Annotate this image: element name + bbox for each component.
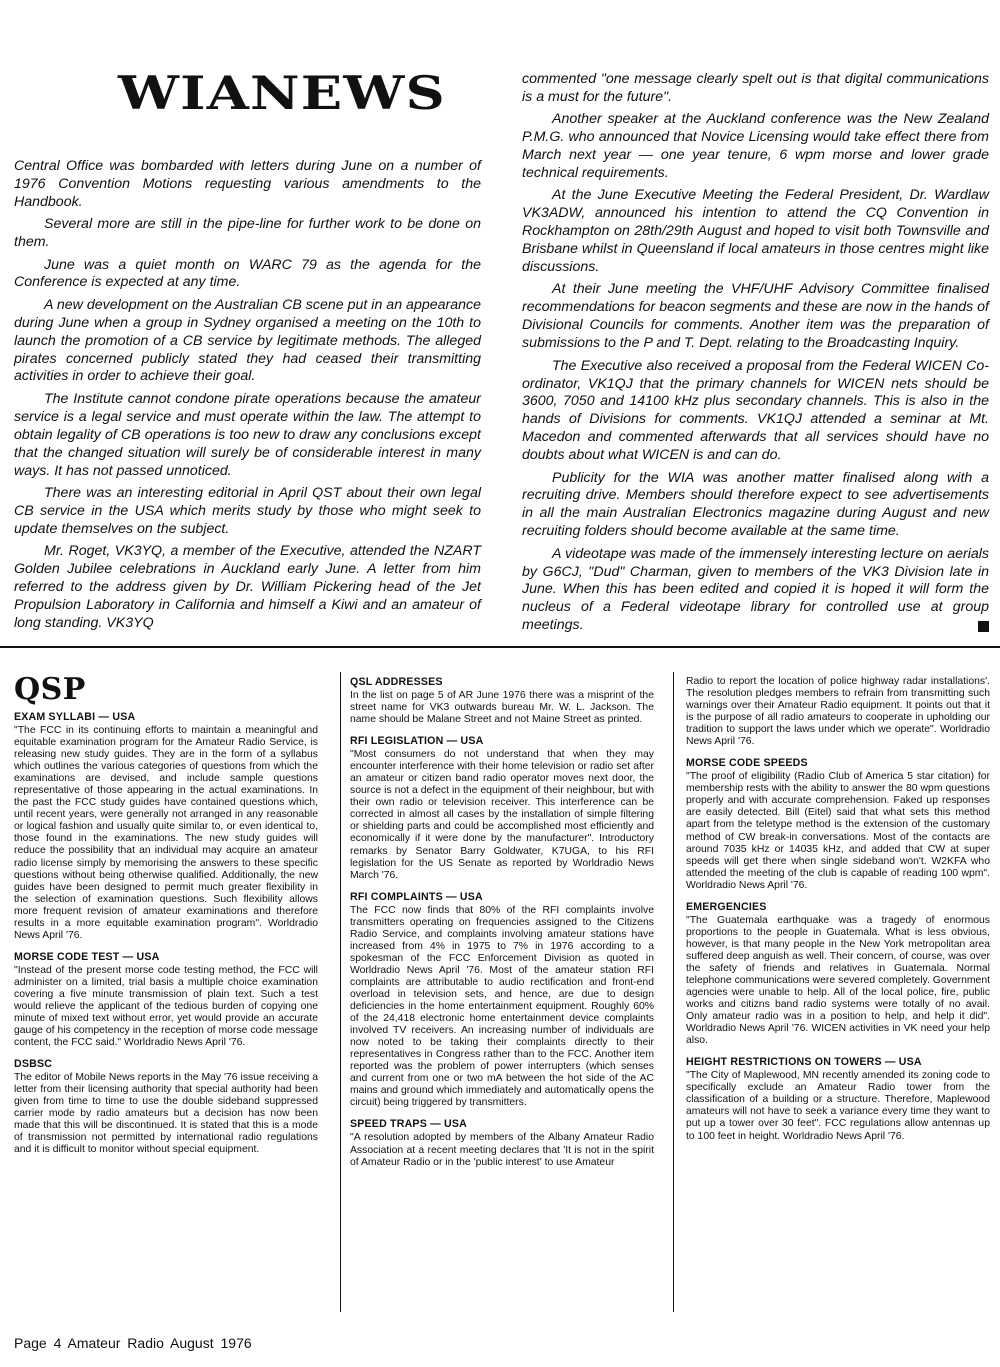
end-of-article-mark: [978, 621, 989, 632]
qsp-column-3: [686, 676, 990, 1152]
publication-name: Amateur Radio: [67, 1335, 164, 1351]
qsp-heading: EMERGENCIES: [686, 900, 767, 913]
news-paragraph: At the June Executive Meeting the Federal President, Dr. Wardlaw VK3ADW, announced his intention to attend the CQ Convention in Rockhampton on 28th/29th August and hoped to visit both Townsville and Brisbane whilst in Queensland if local amateurs in those centres might like discussions.: [522, 187, 989, 276]
qsp-body: "A resolution adopted by members of the Albany Amateur Radio Association at a recent meeting declares that 'It is not in the spirit of Amateur Radio or in the 'public interest' to use Amateur: [350, 1132, 654, 1168]
qsp-body: "Instead of the present morse code testing method, the FCC will administer on a limited, trial basis a multiple choice examination covering a five minute transmission of plain text. Such a test would relieve the applicant of the tedious burden of copying one minute of mixed text without error, yet would provide an accurate gauge of his competency in the reception of morse code message content, the FCC said." Worldradio News April '76.: [14, 964, 318, 1049]
news-paragraph: Publicity for the WIA was another matter finalised along with a recruiting drive. Members should therefore expect to see advertisements in all the main Australian Electronics magazine during August and new recruiting folders should become available at the same time.: [522, 469, 989, 540]
news-paragraph: Mr. Roget, VK3YQ, a member of the Executive, attended the NZART Golden Jubilee celebrations in Auckland early June. A letter from him referred to the address given by Dr. William Pickering head of the Jet Propulsion Laboratory in California and himself a Kiwi and an amateur of long standing. VK3YQ: [14, 543, 481, 631]
news-paragraph: The Executive also received a proposal from the Federal WICEN Co-ordinator, VK1QJ that the primary channels for WICEN nets should be 3600, 7050 and 14100 kHz plus secondary channels. This is also in the hands of Divisions for comments. VK1QJ attended a seminar at Mt. Macedon and commented afterwards that all services should have no doubts about what WICEN is and can do.: [522, 357, 989, 464]
news-paragraph: Another speaker at the Auckland conference was the New Zealand P.M.G. who announced that Novice Licensing would take effect there from March next year — one year tenure, 6 wpm morse and lower grade technical requirements.: [522, 111, 989, 182]
qsp-column-1: [14, 711, 318, 1166]
qsp-body: The FCC now finds that 80% of the RFI complaints involve transmitters operating on frequencies assigned to the Citizens Radio Service, and complaints involving amateur stations have increased from 4% in 1975 to 7% in 1976 according to a spokesman of the FCC Enforcement Division as quoted in Worldradio News April '76. Most of the amateur station RFI complaints are attributable to audio rectification and front-end overload in television sets, and hence, are due to design deficiencies in the home entertainment equipment. Roughly 60% of the 24,418 electronic home entertainment device complaints involved TV receivers. An increasing number of individuals are now noted to be taking their complaints directly to their representatives in Congress rather than to the FCC. Another item reported was the problem of power interrupters (which senses and current from one or two mA between the hot side of the AC mains and ground which immediately and automatically opens the circuit) being triggered by transmitters.: [350, 904, 654, 1109]
wianews-right-column: [522, 71, 989, 640]
qsp-body: "The proof of eligibility (Radio Club of America 5 star citation) for membership rests with the ability to answer the 80 wpm questions properly and with accurate comprehension. Faked up responses are easily detected. Bill (Eitel) said that what sets this method apart from the teletype method is the extension of the customary method of CW break-in conversations. Most of the contacts are around 7035 kHz or 14035 kHz, and added that CW at super speeds will get there when single sideband won't. W2KFA who attended the meeting of the club is capable of reading 100 wpm". Worldradio News April '76.: [686, 771, 990, 891]
qsp-heading: RFI COMPLAINTS — USA: [350, 890, 483, 903]
news-paragraph: At their June meeting the VHF/UHF Advisory Committee finalised recommendations for beacon segments and these are now in the hands of Divisional Councils for comments. Another item was the preparation of submissions to the P and T. Dept. relating to the Broadcasting Inquiry.: [522, 281, 989, 352]
qsp-heading: MORSE CODE SPEEDS: [686, 757, 808, 770]
section-divider: [0, 646, 1000, 648]
qsp-body: "The City of Maplewood, MN recently amended its zoning code to specifically exclude an Amateur Radio tower from the classification of a building or a structure. Therefore, Maplewood amateurs will not have to seek a variance every time they want to put up a tower over 30 feet". FCC regulations allow antennas up to 100 feet in height. Worldradio News April '76.: [686, 1070, 990, 1142]
qsp-body: "The Guatemala earthquake was a tragedy of enormous proportions to the people in Guatemala. What is less obvious, however, is that many people in the New York metropolitan area suffered deep anguish as well. Their concern, of course, was over the safety of friends and relatives in Guatemala. Normal telephone communications were severed completely. Government agencies were unable to help. All of the local police, fire, public works and citizns band radio systems were totally of no avail. Only amateur radio was in a position to help, and help it did". Worldradio News April '76. WICEN activities in VK need your help also.: [686, 914, 990, 1047]
qsp-heading: QSL ADDRESSES: [350, 676, 443, 688]
qsp-column-2: [350, 676, 654, 1178]
qsp-heading: RFI LEGISLATION — USA: [350, 735, 484, 748]
news-paragraph-text: A videotape was made of the immensely interesting lecture on aerials by G6CJ, "Dud" Charman, given to members of the VK3 Division late in June. When this has been edited and copied it is hoped it will form the nucleus of a Federal videotape library for controlled use at group meetings.: [522, 545, 989, 634]
news-paragraph-last: [522, 546, 989, 636]
news-paragraph: commented "one message clearly spelt out is that digital communications is a must for the future".: [522, 71, 989, 105]
qsp-title: QSP: [14, 672, 86, 707]
wianews-left-column: [14, 158, 481, 637]
column-rule: [673, 672, 674, 1312]
qsp-body: The editor of Mobile News reports in the May '76 issue receiving a letter from their licensing authority that special authority had been given from time to time to use the double sideband suppressed carrier mode by radio amateurs but a decision has now been made that this will be discontinued. It is stated that this is a mode of transmission not permitted by international radio regulations and it is difficult to monitor without special equipment.: [14, 1072, 318, 1156]
qsp-body: "The FCC in its continuing efforts to maintain a meaningful and equitable examination program for the Amateur Radio Service, is releasing new study guides. They are in the form of a syllabus which outlines the various categories of questions from which the examinations are devised, and include sample questions representative of those appearing in the actual examinations. In the past the FCC study guides have contained questions which, until recent years, were generally not arranged in any reasonable or logical fashion and usually quite similar to, or even identical to, those found in the examinations. The new study guides will reduce the possibility that an individual may acquire an amateur radio license simply by memorising the answers to these specific questions without being otherwise qualified. Additionally, the new guides have been designed to permit much greater flexibility in the selection of examination questions. Such flexibility allows more frequent revision of amateur examinations and therefore results in a more equitable examination program". Worldradio News April '76.: [14, 725, 318, 941]
qsp-body: In the list on page 5 of AR June 1976 there was a misprint of the street name for VK3 outwards bureau Mr. W. L. Jackson. The name should be Malane Street and not Maine Street as printed.: [350, 690, 654, 726]
issue-date: August 1976: [170, 1335, 252, 1351]
qsp-heading: DSBSC: [14, 1058, 53, 1071]
page-number: Page 4: [14, 1335, 62, 1351]
news-paragraph: A new development on the Australian CB scene put in an appearance during June when a group in Sydney organised a meeting on the 10th to launch the promotion of a CB service by legitimate methods. The alleged pirates concerned publicly stated they had ceased their transmitting activities in order to achieve their goal.: [14, 296, 481, 385]
column-rule: [340, 672, 341, 1312]
news-paragraph: Several more are still in the pipe-line for further work to be done on them.: [14, 216, 481, 251]
qsp-heading: MORSE CODE TEST — USA: [14, 950, 160, 963]
wianews-masthead: WIANEWS: [118, 66, 446, 120]
news-paragraph: Central Office was bombarded with letters during June on a number of 1976 Convention Motions requesting various amendments to the Handbook.: [14, 158, 481, 210]
qsp-body-continued: Radio to report the location of police highway radar installations'. The resolution pledges members to refrain from transmitting such warnings over their Amateur Radio equipment. It points out that it is the purpose of all radio amateurs to cooperate in upholding our tradition to support the laws under which we operate". Worldradio News April '76.: [686, 676, 990, 748]
news-paragraph: There was an interesting editorial in April QST about their own legal CB service in the USA which merits study by those who might seek to update themselves on the subject.: [14, 484, 481, 537]
news-paragraph: The Institute cannot condone pirate operations because the amateur service is a legal service and must operate within the law. The attempt to obtain legality of CB operations is too new to draw any conclusions except that the changed situation will surely be of considerable interest in many ways. It has not passed unnoticed.: [14, 390, 481, 479]
page-footer: [14, 1334, 252, 1352]
qsp-heading: SPEED TRAPS — USA: [350, 1118, 468, 1131]
qsp-body: "Most consumers do not understand that when they may encounter interference with their home television or radio set after an amateur or citizen band radio operator moves next door, the source is not a defect in the equipment of their neighbour, but with their own radio or television receiver. This interference can be corrected in almost all cases by the installation of simple filtering or shielding parts and could be accomplished most efficiently and economically if it were done by the manufacturer". Introductory remarks by Senator Barry Goldwater, K7UGA, to his RFI legislation for the US Senate as reported by Worldradio News March '76.: [350, 749, 654, 881]
news-paragraph: June was a quiet month on WARC 79 as the agenda for the Conference is expected at any time.: [14, 256, 481, 291]
qsp-heading: HEIGHT RESTRICTIONS ON TOWERS — USA: [686, 1056, 922, 1069]
qsp-heading: EXAM SYLLABI — USA: [14, 711, 136, 723]
